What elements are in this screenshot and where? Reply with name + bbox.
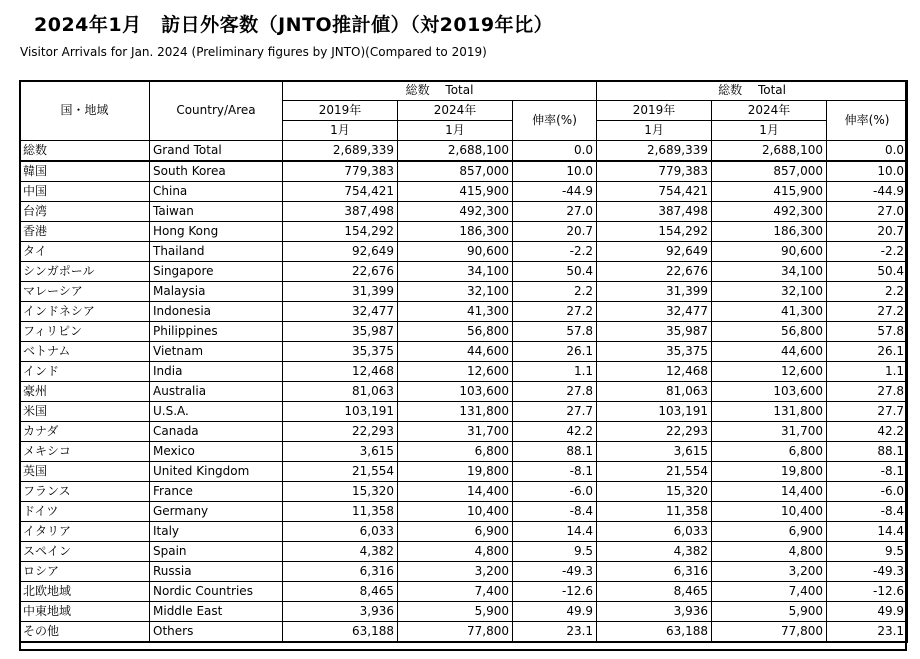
growth-rate-cell: 27.7 bbox=[513, 402, 597, 422]
value-2019-cell-right: 4,382 bbox=[597, 542, 712, 562]
value-2024-cell-right: 56,800 bbox=[712, 322, 827, 342]
value-2024-cell-right: 857,000 bbox=[712, 161, 827, 182]
region-jp-cell: 中東地域 bbox=[20, 602, 150, 622]
region-jp-cell: 米国 bbox=[20, 402, 150, 422]
value-2024-cell-right: 131,800 bbox=[712, 402, 827, 422]
growth-rate-cell: -12.6 bbox=[513, 582, 597, 602]
growth-rate-cell-right: 9.5 bbox=[827, 542, 908, 562]
value-2024-cell: 5,900 bbox=[398, 602, 513, 622]
value-2024-cell: 131,800 bbox=[398, 402, 513, 422]
growth-rate-cell-right: 1.1 bbox=[827, 362, 908, 382]
value-2019-cell: 22,293 bbox=[283, 422, 398, 442]
region-jp-cell: 中国 bbox=[20, 182, 150, 202]
value-2019-cell: 21,554 bbox=[283, 462, 398, 482]
region-jp-cell: 韓国 bbox=[20, 161, 150, 182]
value-2019-cell: 6,033 bbox=[283, 522, 398, 542]
growth-rate-cell-right: 57.8 bbox=[827, 322, 908, 342]
value-2024-cell-right: 32,100 bbox=[712, 282, 827, 302]
growth-rate-cell: 27.2 bbox=[513, 302, 597, 322]
growth-rate-cell-right: 88.1 bbox=[827, 442, 908, 462]
value-2024-cell-right: 6,800 bbox=[712, 442, 827, 462]
table-row bbox=[20, 402, 908, 422]
growth-rate-cell: 26.1 bbox=[513, 342, 597, 362]
header-year-2019-left: 2019年 bbox=[283, 101, 398, 121]
value-2019-cell: 35,375 bbox=[283, 342, 398, 362]
value-2019-cell: 6,316 bbox=[283, 562, 398, 582]
region-en-cell: Spain bbox=[150, 542, 283, 562]
region-en-cell: Australia bbox=[150, 382, 283, 402]
value-2024-cell-right: 2,688,100 bbox=[712, 141, 827, 162]
region-en-cell: Grand Total bbox=[150, 141, 283, 162]
value-2024-cell-right: 3,200 bbox=[712, 562, 827, 582]
region-en-cell: Middle East bbox=[150, 602, 283, 622]
region-jp-cell: 総数 bbox=[20, 141, 150, 162]
table-row bbox=[20, 622, 908, 643]
growth-rate-cell-right: -2.2 bbox=[827, 242, 908, 262]
growth-rate-cell-right: 27.2 bbox=[827, 302, 908, 322]
value-2019-cell: 754,421 bbox=[283, 182, 398, 202]
value-2024-cell: 56,800 bbox=[398, 322, 513, 342]
growth-rate-cell-right: 0.0 bbox=[827, 141, 908, 162]
growth-rate-cell-right: 27.0 bbox=[827, 202, 908, 222]
region-en-cell: France bbox=[150, 482, 283, 502]
value-2024-cell: 32,100 bbox=[398, 282, 513, 302]
region-en-cell: Mexico bbox=[150, 442, 283, 462]
header-region-jp: 国・地域 bbox=[20, 81, 150, 141]
value-2024-cell: 12,600 bbox=[398, 362, 513, 382]
growth-rate-cell-right: 23.1 bbox=[827, 622, 908, 643]
region-en-cell: Others bbox=[150, 622, 283, 643]
value-2024-cell-right: 31,700 bbox=[712, 422, 827, 442]
value-2019-cell: 8,465 bbox=[283, 582, 398, 602]
table-row bbox=[20, 342, 908, 362]
growth-rate-cell: -49.3 bbox=[513, 562, 597, 582]
table-row bbox=[20, 482, 908, 502]
header-month-2019-left: 1月 bbox=[283, 121, 398, 141]
value-2019-cell-right: 35,375 bbox=[597, 342, 712, 362]
value-2024-cell-right: 415,900 bbox=[712, 182, 827, 202]
value-2019-cell: 81,063 bbox=[283, 382, 398, 402]
region-en-cell: Philippines bbox=[150, 322, 283, 342]
page-subtitle: Visitor Arrivals for Jan. 2024 (Preliminary figures by JNTO)(Compared to 2019) bbox=[20, 45, 487, 59]
value-2024-cell: 103,600 bbox=[398, 382, 513, 402]
value-2019-cell-right: 22,676 bbox=[597, 262, 712, 282]
region-jp-cell: 豪州 bbox=[20, 382, 150, 402]
value-2019-cell-right: 6,316 bbox=[597, 562, 712, 582]
table-row bbox=[20, 582, 908, 602]
value-2019-cell-right: 754,421 bbox=[597, 182, 712, 202]
growth-rate-cell: -8.4 bbox=[513, 502, 597, 522]
region-jp-cell: その他 bbox=[20, 622, 150, 643]
table-row bbox=[20, 502, 908, 522]
value-2019-cell-right: 63,188 bbox=[597, 622, 712, 643]
header-month-2024-right: 1月 bbox=[712, 121, 827, 141]
value-2019-cell: 22,676 bbox=[283, 262, 398, 282]
value-2024-cell-right: 44,600 bbox=[712, 342, 827, 362]
growth-rate-cell: 27.8 bbox=[513, 382, 597, 402]
value-2019-cell-right: 92,649 bbox=[597, 242, 712, 262]
growth-rate-cell: -8.1 bbox=[513, 462, 597, 482]
value-2024-cell: 4,800 bbox=[398, 542, 513, 562]
region-jp-cell: インド bbox=[20, 362, 150, 382]
table-row bbox=[20, 422, 908, 442]
value-2024-cell: 7,400 bbox=[398, 582, 513, 602]
header-growth-right: 伸率(%) bbox=[827, 101, 908, 141]
growth-rate-cell-right: 26.1 bbox=[827, 342, 908, 362]
value-2019-cell-right: 32,477 bbox=[597, 302, 712, 322]
value-2024-cell-right: 41,300 bbox=[712, 302, 827, 322]
table-row bbox=[20, 522, 908, 542]
region-jp-cell: フィリピン bbox=[20, 322, 150, 342]
header-month-2024-left: 1月 bbox=[398, 121, 513, 141]
value-2019-cell-right: 387,498 bbox=[597, 202, 712, 222]
value-2024-cell-right: 5,900 bbox=[712, 602, 827, 622]
value-2024-cell: 41,300 bbox=[398, 302, 513, 322]
table-row bbox=[20, 202, 908, 222]
value-2019-cell: 31,399 bbox=[283, 282, 398, 302]
table-row bbox=[20, 161, 908, 182]
table-row bbox=[20, 262, 908, 282]
region-en-cell: Italy bbox=[150, 522, 283, 542]
growth-rate-cell-right: 50.4 bbox=[827, 262, 908, 282]
header-month-2019-right: 1月 bbox=[597, 121, 712, 141]
growth-rate-cell: -2.2 bbox=[513, 242, 597, 262]
table-body bbox=[20, 141, 908, 643]
value-2019-cell: 35,987 bbox=[283, 322, 398, 342]
growth-rate-cell: 20.7 bbox=[513, 222, 597, 242]
value-2019-cell-right: 8,465 bbox=[597, 582, 712, 602]
header-year-2024-left: 2024年 bbox=[398, 101, 513, 121]
value-2024-cell-right: 77,800 bbox=[712, 622, 827, 643]
growth-rate-cell-right: 2.2 bbox=[827, 282, 908, 302]
value-2019-cell: 779,383 bbox=[283, 161, 398, 182]
region-jp-cell: カナダ bbox=[20, 422, 150, 442]
value-2019-cell: 4,382 bbox=[283, 542, 398, 562]
value-2024-cell: 10,400 bbox=[398, 502, 513, 522]
value-2024-cell-right: 90,600 bbox=[712, 242, 827, 262]
table-row bbox=[20, 222, 908, 242]
table-row-total bbox=[20, 141, 908, 162]
value-2019-cell: 15,320 bbox=[283, 482, 398, 502]
value-2024-cell: 186,300 bbox=[398, 222, 513, 242]
table-row bbox=[20, 242, 908, 262]
region-en-cell: Vietnam bbox=[150, 342, 283, 362]
header-region-en: Country/Area bbox=[150, 81, 283, 141]
value-2024-cell-right: 19,800 bbox=[712, 462, 827, 482]
growth-rate-cell: 2.2 bbox=[513, 282, 597, 302]
region-en-cell: Thailand bbox=[150, 242, 283, 262]
value-2024-cell-right: 7,400 bbox=[712, 582, 827, 602]
value-2019-cell-right: 3,615 bbox=[597, 442, 712, 462]
value-2024-cell: 6,900 bbox=[398, 522, 513, 542]
value-2019-cell: 12,468 bbox=[283, 362, 398, 382]
region-en-cell: India bbox=[150, 362, 283, 382]
region-jp-cell: フランス bbox=[20, 482, 150, 502]
growth-rate-cell: -44.9 bbox=[513, 182, 597, 202]
header-total-group-right: 総数 Total bbox=[597, 81, 908, 101]
table-row bbox=[20, 362, 908, 382]
region-jp-cell: ドイツ bbox=[20, 502, 150, 522]
region-en-cell: Indonesia bbox=[150, 302, 283, 322]
growth-rate-cell-right: -8.1 bbox=[827, 462, 908, 482]
growth-rate-cell: 14.4 bbox=[513, 522, 597, 542]
growth-rate-cell: 42.2 bbox=[513, 422, 597, 442]
value-2019-cell-right: 21,554 bbox=[597, 462, 712, 482]
growth-rate-cell-right: 42.2 bbox=[827, 422, 908, 442]
region-en-cell: United Kingdom bbox=[150, 462, 283, 482]
growth-rate-cell: 10.0 bbox=[513, 161, 597, 182]
value-2024-cell: 6,800 bbox=[398, 442, 513, 462]
growth-rate-cell-right: 27.7 bbox=[827, 402, 908, 422]
value-2024-cell: 3,200 bbox=[398, 562, 513, 582]
growth-rate-cell-right: 10.0 bbox=[827, 161, 908, 182]
region-en-cell: Hong Kong bbox=[150, 222, 283, 242]
table-row bbox=[20, 302, 908, 322]
growth-rate-cell-right: 27.8 bbox=[827, 382, 908, 402]
value-2024-cell: 415,900 bbox=[398, 182, 513, 202]
value-2019-cell-right: 35,987 bbox=[597, 322, 712, 342]
region-jp-cell: タイ bbox=[20, 242, 150, 262]
value-2019-cell: 103,191 bbox=[283, 402, 398, 422]
growth-rate-cell: 27.0 bbox=[513, 202, 597, 222]
value-2019-cell: 3,936 bbox=[283, 602, 398, 622]
value-2019-cell-right: 3,936 bbox=[597, 602, 712, 622]
table-row bbox=[20, 462, 908, 482]
region-en-cell: Singapore bbox=[150, 262, 283, 282]
growth-rate-cell: 50.4 bbox=[513, 262, 597, 282]
region-jp-cell: ベトナム bbox=[20, 342, 150, 362]
value-2024-cell: 90,600 bbox=[398, 242, 513, 262]
region-en-cell: South Korea bbox=[150, 161, 283, 182]
value-2024-cell-right: 6,900 bbox=[712, 522, 827, 542]
growth-rate-cell-right: 20.7 bbox=[827, 222, 908, 242]
growth-rate-cell: 0.0 bbox=[513, 141, 597, 162]
region-en-cell: U.S.A. bbox=[150, 402, 283, 422]
value-2019-cell-right: 154,292 bbox=[597, 222, 712, 242]
region-en-cell: Malaysia bbox=[150, 282, 283, 302]
value-2019-cell-right: 12,468 bbox=[597, 362, 712, 382]
page-title: 2024年1月 訪日外客数（JNTO推計値）（対2019年比） bbox=[34, 14, 554, 36]
value-2024-cell: 857,000 bbox=[398, 161, 513, 182]
region-en-cell: Taiwan bbox=[150, 202, 283, 222]
region-en-cell: Nordic Countries bbox=[150, 582, 283, 602]
growth-rate-cell: 49.9 bbox=[513, 602, 597, 622]
value-2024-cell-right: 103,600 bbox=[712, 382, 827, 402]
header-year-2019-right: 2019年 bbox=[597, 101, 712, 121]
growth-rate-cell: 9.5 bbox=[513, 542, 597, 562]
growth-rate-cell-right: 14.4 bbox=[827, 522, 908, 542]
value-2024-cell: 2,688,100 bbox=[398, 141, 513, 162]
table-row bbox=[20, 602, 908, 622]
growth-rate-cell: 1.1 bbox=[513, 362, 597, 382]
table-row bbox=[20, 442, 908, 462]
value-2019-cell: 63,188 bbox=[283, 622, 398, 643]
value-2024-cell: 44,600 bbox=[398, 342, 513, 362]
region-en-cell: Canada bbox=[150, 422, 283, 442]
region-en-cell: Germany bbox=[150, 502, 283, 522]
table-row bbox=[20, 382, 908, 402]
value-2024-cell: 34,100 bbox=[398, 262, 513, 282]
region-jp-cell: 英国 bbox=[20, 462, 150, 482]
region-jp-cell: 香港 bbox=[20, 222, 150, 242]
growth-rate-cell-right: -12.6 bbox=[827, 582, 908, 602]
value-2019-cell-right: 6,033 bbox=[597, 522, 712, 542]
value-2024-cell-right: 186,300 bbox=[712, 222, 827, 242]
value-2024-cell: 492,300 bbox=[398, 202, 513, 222]
growth-rate-cell-right: -8.4 bbox=[827, 502, 908, 522]
value-2024-cell-right: 4,800 bbox=[712, 542, 827, 562]
value-2024-cell-right: 10,400 bbox=[712, 502, 827, 522]
region-jp-cell: スペイン bbox=[20, 542, 150, 562]
value-2019-cell: 92,649 bbox=[283, 242, 398, 262]
growth-rate-cell-right: -49.3 bbox=[827, 562, 908, 582]
value-2024-cell-right: 492,300 bbox=[712, 202, 827, 222]
value-2019-cell-right: 15,320 bbox=[597, 482, 712, 502]
value-2024-cell: 19,800 bbox=[398, 462, 513, 482]
growth-rate-cell: 88.1 bbox=[513, 442, 597, 462]
value-2019-cell-right: 22,293 bbox=[597, 422, 712, 442]
header-total-group-left: 総数 Total bbox=[283, 81, 597, 101]
value-2024-cell-right: 14,400 bbox=[712, 482, 827, 502]
table-row bbox=[20, 562, 908, 582]
value-2019-cell-right: 2,689,339 bbox=[597, 141, 712, 162]
region-jp-cell: インドネシア bbox=[20, 302, 150, 322]
region-jp-cell: ロシア bbox=[20, 562, 150, 582]
value-2019-cell: 3,615 bbox=[283, 442, 398, 462]
region-jp-cell: 台湾 bbox=[20, 202, 150, 222]
value-2019-cell-right: 103,191 bbox=[597, 402, 712, 422]
value-2019-cell-right: 779,383 bbox=[597, 161, 712, 182]
region-jp-cell: イタリア bbox=[20, 522, 150, 542]
value-2019-cell-right: 31,399 bbox=[597, 282, 712, 302]
value-2024-cell-right: 34,100 bbox=[712, 262, 827, 282]
growth-rate-cell: 57.8 bbox=[513, 322, 597, 342]
value-2019-cell: 154,292 bbox=[283, 222, 398, 242]
value-2019-cell-right: 11,358 bbox=[597, 502, 712, 522]
region-jp-cell: シンガポール bbox=[20, 262, 150, 282]
header-year-2024-right: 2024年 bbox=[712, 101, 827, 121]
growth-rate-cell-right: 49.9 bbox=[827, 602, 908, 622]
growth-rate-cell: 23.1 bbox=[513, 622, 597, 643]
table-row bbox=[20, 182, 908, 202]
value-2019-cell: 11,358 bbox=[283, 502, 398, 522]
value-2024-cell: 14,400 bbox=[398, 482, 513, 502]
header-growth-left: 伸率(%) bbox=[513, 101, 597, 141]
table-row bbox=[20, 322, 908, 342]
growth-rate-cell: -6.0 bbox=[513, 482, 597, 502]
value-2019-cell: 32,477 bbox=[283, 302, 398, 322]
region-jp-cell: メキシコ bbox=[20, 442, 150, 462]
table-row bbox=[20, 282, 908, 302]
table-row bbox=[20, 542, 908, 562]
value-2019-cell: 2,689,339 bbox=[283, 141, 398, 162]
region-en-cell: Russia bbox=[150, 562, 283, 582]
region-en-cell: China bbox=[150, 182, 283, 202]
value-2024-cell: 77,800 bbox=[398, 622, 513, 643]
growth-rate-cell-right: -44.9 bbox=[827, 182, 908, 202]
region-jp-cell: 北欧地域 bbox=[20, 582, 150, 602]
value-2019-cell: 387,498 bbox=[283, 202, 398, 222]
visitor-arrivals-table bbox=[19, 80, 908, 643]
region-jp-cell: マレーシア bbox=[20, 282, 150, 302]
growth-rate-cell-right: -6.0 bbox=[827, 482, 908, 502]
value-2024-cell-right: 12,600 bbox=[712, 362, 827, 382]
value-2019-cell-right: 81,063 bbox=[597, 382, 712, 402]
value-2024-cell: 31,700 bbox=[398, 422, 513, 442]
